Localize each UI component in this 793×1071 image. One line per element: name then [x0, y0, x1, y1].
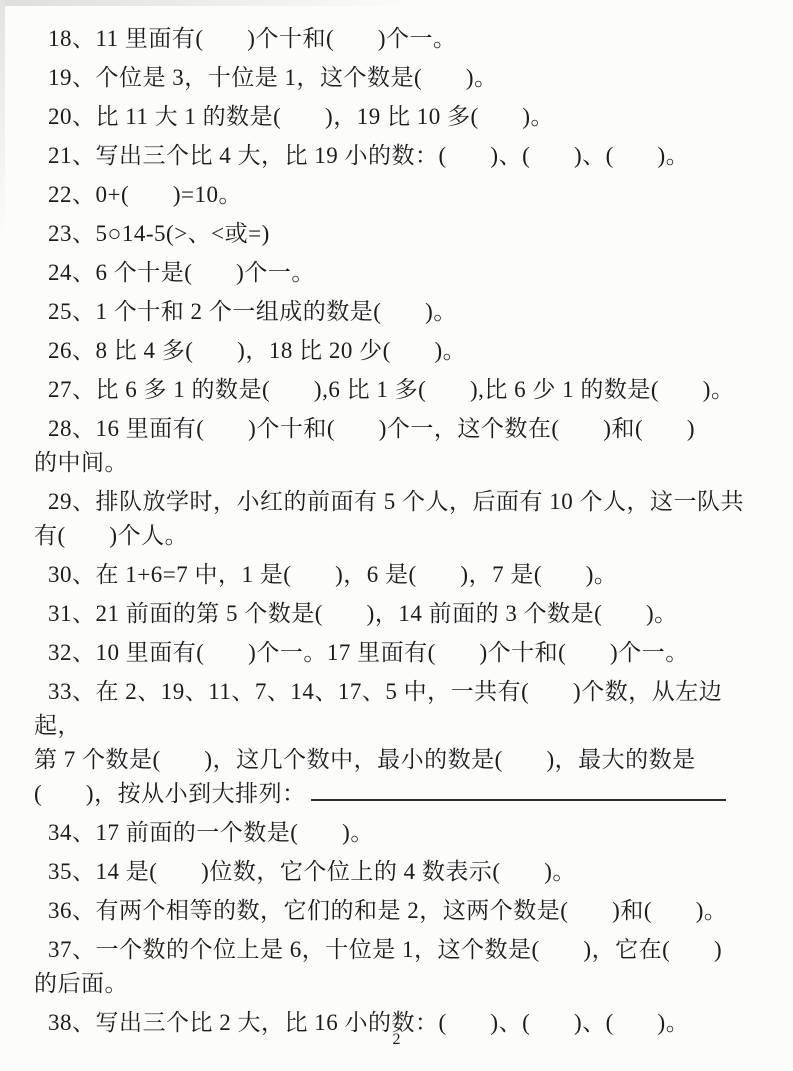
question-text: 37、一个数的个位上是 6，十位是 1，这个数是( )，它在( ): [48, 937, 723, 962]
question-33-line-3: [34, 777, 769, 811]
question-text: 33、在 2、19、11、7、14、17、5 中，一共有( )个数，从左边起，: [34, 679, 723, 738]
question-23: [34, 217, 769, 251]
question-text: 36、有两个相等的数，它们的和是 2，这两个数是( )和( )。: [48, 898, 728, 923]
question-text: ( )，按从小到大排列：: [34, 781, 306, 806]
question-text: 20、比 11 大 1 的数是( )，19 比 10 多( )。: [48, 104, 555, 129]
question-24: [34, 256, 769, 290]
question-27: [34, 373, 769, 407]
question-28: [34, 412, 769, 480]
question-36: [34, 894, 769, 928]
question-text: 21、写出三个比 4 大，比 19 小的数：( )、( )、( )。: [48, 143, 690, 168]
question-32: [34, 636, 769, 670]
question-text: 22、0+( )=10。: [48, 182, 243, 207]
question-20: [34, 100, 769, 134]
question-22: [34, 178, 769, 212]
question-33-line-1: [34, 675, 769, 743]
question-37: [34, 933, 769, 1001]
question-29-line-2: [34, 519, 769, 553]
question-33: [34, 675, 769, 811]
question-text: 25、1 个十和 2 个一组成的数是( )。: [48, 299, 457, 324]
question-35: [34, 855, 769, 889]
question-21: [34, 139, 769, 173]
question-36-line-1: [34, 894, 769, 928]
question-text: 31、21 前面的第 5 个数是( )，14 前面的 3 个数是( )。: [48, 601, 678, 626]
question-text: 38、写出三个比 2 大，比 16 小的数：( )、( )、( )。: [48, 1010, 690, 1035]
answer-underline: [311, 783, 726, 801]
question-34-line-1: [34, 816, 769, 850]
question-27-line-1: [34, 373, 769, 407]
question-26-line-1: [34, 334, 769, 368]
question-text: 19、个位是 3，十位是 1，这个数是( )。: [48, 65, 498, 90]
question-30-line-1: [34, 558, 769, 592]
question-text: 有( )个人。: [34, 523, 189, 548]
question-31: [34, 597, 769, 631]
question-text: 23、5○14-5(>、<或=): [48, 221, 270, 246]
question-19: [34, 61, 769, 95]
scan-artifact-left: [0, 0, 5, 240]
question-35-line-1: [34, 855, 769, 889]
question-text: 第 7 个数是( )，这几个数中，最小的数是( )，最大的数是: [34, 747, 696, 772]
question-37-line-1: [34, 933, 769, 967]
question-text: 的后面。: [34, 971, 128, 996]
question-25: [34, 295, 769, 329]
question-19-line-1: [34, 61, 769, 95]
scan-artifact-top: [0, 0, 420, 6]
question-28-line-2: [34, 446, 769, 480]
question-18: [34, 22, 769, 56]
question-28-line-1: [34, 412, 769, 446]
question-text: 29、排队放学时，小红的前面有 5 个人，后面有 10 个人，这一队共: [48, 489, 744, 514]
page-number: 2: [392, 1031, 401, 1048]
question-list: [34, 22, 769, 1045]
question-24-line-1: [34, 256, 769, 290]
question-text: 26、8 比 4 多( )，18 比 20 少( )。: [48, 338, 467, 363]
question-26: [34, 334, 769, 368]
question-32-line-1: [34, 636, 769, 670]
question-29: [34, 485, 769, 553]
question-37-line-2: [34, 967, 769, 1001]
question-21-line-1: [34, 139, 769, 173]
question-text: 的中间。: [34, 450, 128, 475]
question-text: 28、16 里面有( )个十和( )个一，这个数在( )和( ): [48, 416, 696, 441]
question-text: 30、在 1+6=7 中，1 是( )，6 是( )，7 是( )。: [48, 562, 618, 587]
question-text: 35、14 是( )位数，它个位上的 4 数表示( )。: [48, 859, 576, 884]
question-30: [34, 558, 769, 592]
question-text: 24、6 个十是( )个一。: [48, 260, 315, 285]
page-footer: [0, 1031, 793, 1049]
question-text: 32、10 里面有( )个一。17 里面有( )个十和( )个一。: [48, 640, 689, 665]
question-33-line-2: [34, 743, 769, 777]
question-text: 34、17 前面的一个数是( )。: [48, 820, 374, 845]
question-20-line-1: [34, 100, 769, 134]
question-25-line-1: [34, 295, 769, 329]
question-31-line-1: [34, 597, 769, 631]
question-34: [34, 816, 769, 850]
question-text: 27、比 6 多 1 的数是( ),6 比 1 多( ),比 6 少 1 的数是( )。: [48, 377, 735, 402]
question-23-line-1: [34, 217, 769, 251]
question-29-line-1: [34, 485, 769, 519]
question-22-line-1: [34, 178, 769, 212]
question-text: 18、11 里面有( )个十和( )个一。: [48, 26, 457, 51]
question-18-line-1: [34, 22, 769, 56]
